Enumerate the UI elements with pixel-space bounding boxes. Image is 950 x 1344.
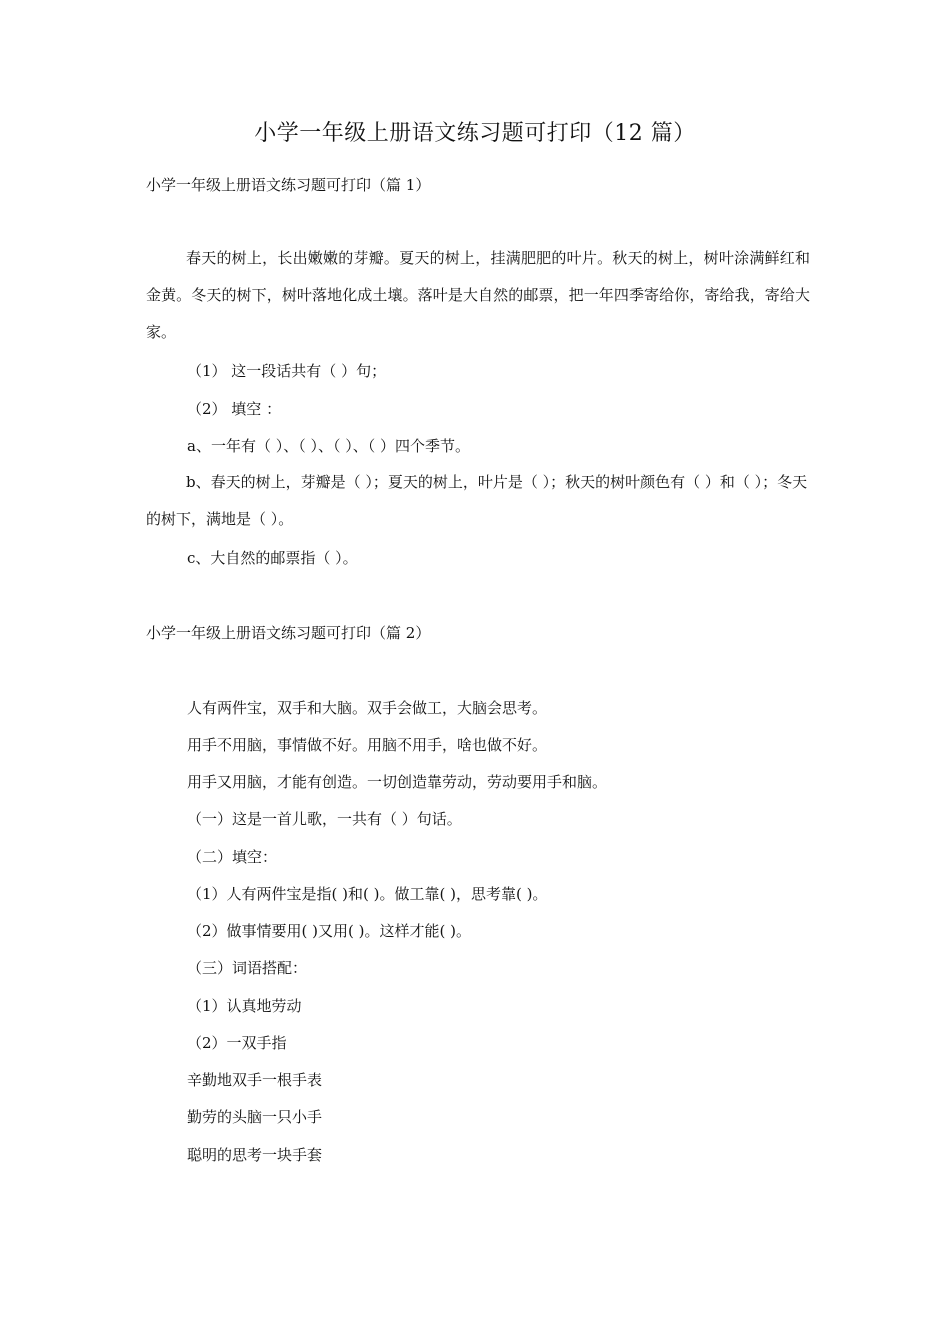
section-1-heading: 小学一年级上册语文练习题可打印（篇 1） (146, 176, 431, 194)
section-1-passage: 春天的树上，长出嫩嫩的芽瓣。夏天的树上，挂满肥肥的叶片。秋天的树上，树叶涂满鲜红和金黄。冬天的树下，树叶落地化成土壤。落叶是大自然的邮票，把一年四季寄给你，寄给我，寄给大家。 (146, 249, 810, 341)
section-2-match-2: （2）一双手指 (187, 1034, 287, 1052)
section-1-question-b: b、春天的树上，芽瓣是（ ）；夏天的树上，叶片是（ ）；秋天的树叶颜色有（ ）和（ ）；冬天的树下，满地是（ ）。 (146, 473, 808, 528)
section-2-question-2: （二）填空： (187, 848, 278, 866)
section-2-question-3: （三）词语搭配： (187, 959, 308, 977)
section-1-question-2: （2） 填空 ： (187, 400, 282, 418)
section-2-match-3: 辛勤地双手一根手表 (187, 1071, 323, 1089)
section-2-line-3: 用手又用脑，才能有创造。一切创造靠劳动，劳动要用手和脑。 (187, 773, 608, 791)
section-1-question-1: （1） 这一段话共有（ ）句； (187, 362, 387, 380)
section-2-match-5: 聪明的思考一块手套 (187, 1146, 323, 1164)
section-2-fill-1: （1）人有两件宝是指( )和( )。做工靠( )，思考靠( )。 (187, 885, 548, 903)
section-2-line-2: 用手不用脑，事情做不好。用脑不用手，啥也做不好。 (187, 736, 548, 754)
section-2-heading: 小学一年级上册语文练习题可打印（篇 2） (146, 624, 431, 642)
section-2-question-1: （一）这是一首儿歌，一共有（ ）句话。 (187, 810, 462, 828)
section-2-fill-2: （2）做事情要用( )又用( )。这样才能( )。 (187, 922, 471, 940)
section-1-question-a: a、一年有（ ）、（ ）、（ ）、（ ）四个季节。 (187, 437, 471, 455)
section-1-question-c: c、大自然的邮票指（ ）。 (187, 549, 358, 567)
section-2-match-1: （1）认真地劳动 (187, 997, 302, 1015)
section-2-match-4: 勤劳的头脑一只小手 (187, 1108, 323, 1126)
document-title: 小学一年级上册语文练习题可打印（12 篇） (254, 121, 696, 146)
section-2-line-1: 人有两件宝，双手和大脑。双手会做工，大脑会思考。 (187, 699, 548, 717)
